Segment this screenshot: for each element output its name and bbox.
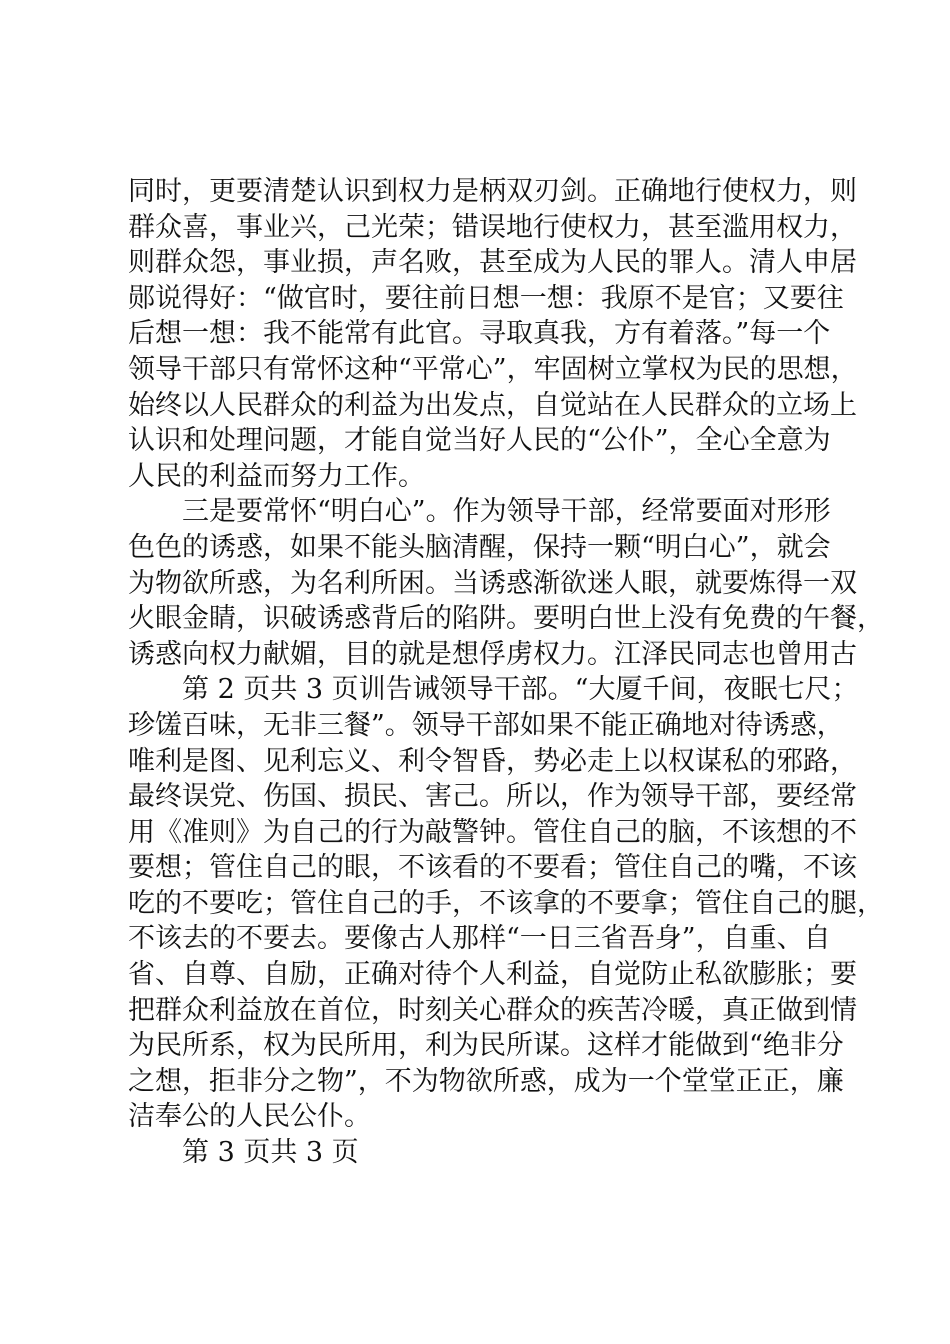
text-line: 同时，更要清楚认识到权力是柄双刃剑。正确地行使权力，则 [128, 176, 857, 207]
text-line: 火眼金睛，识破诱惑背后的陷阱。要明白世上没有免费的午餐， [128, 603, 884, 635]
text-line: 色色的诱惑，如果不能头脑清醒，保持一颗“明白心”，就会 [128, 531, 831, 563]
text-line: 三是要常怀“明白心”。作为领导干部，经常要面对形形 [182, 496, 831, 528]
text-line: 珍馐百味，无非三餐”。领导干部如果不能正确地对待诱惑， [128, 709, 844, 741]
text-line: 为物欲所惑，为名利所困。当诱惑渐欲迷人眼，就要炼得一双 [128, 567, 857, 599]
text-line: 把群众利益放在首位，时刻关心群众的疾苦冷暖，真正做到情 [128, 994, 857, 1026]
text-line: 认识和处理问题，才能自觉当好人民的“公仆”，全心全意为 [128, 425, 831, 457]
text-line: 人民的利益而努力工作。 [128, 460, 425, 492]
text-line: 之想，拒非分之物”，不为物欲所惑，成为一个堂堂正正，廉 [128, 1065, 844, 1097]
text-line: 唯利是图、见利忘义、利令智昏，势必走上以权谋私的邪路， [128, 745, 857, 777]
text-line: 第 2 页共 3 页训告诫领导干部。“大厦千间，夜眠七尺； [182, 674, 859, 706]
text-line: 要想；管住自己的眼，不该看的不要看；管住自己的嘴，不该 [128, 852, 857, 884]
text-line: 洁奉公的人民公仆。 [128, 1101, 371, 1133]
document-body [128, 174, 884, 1171]
text-line: 为民所系，权为民所用，利为民所谋。这样才能做到“绝非分 [128, 1030, 844, 1062]
text-line: 不该去的不要去。要像古人那样“一日三省吾身”，自重、自 [128, 923, 831, 955]
text-line: 省、自尊、自励，正确对待个人利益，自觉防止私欲膨胀；要 [128, 959, 857, 991]
text-line: 吃的不要吃；管住自己的手，不该拿的不要拿；管住自己的腿， [128, 887, 884, 919]
text-line: 诱惑向权力献媚，目的就是想俘虏权力。江泽民同志也曾用古 [128, 638, 857, 670]
text-line: 后想一想：我不能常有此官。寻取真我，方有着落。”每一个 [128, 318, 831, 350]
text-line: 领导干部只有常怀这种“平常心”，牢固树立掌权为民的思想， [128, 353, 858, 385]
text-line: 始终以人民群众的利益为出发点，自觉站在人民群众的立场上 [128, 389, 857, 421]
text-line: 则群众怨，事业损，声名败，甚至成为人民的罪人。清人申居 [128, 247, 857, 279]
text-line: 郧说得好：“做官时，要往前日想一想：我原不是官；又要往 [128, 282, 844, 314]
text-line: 群众喜，事业兴，己光荣；错误地行使权力，甚至滥用权力， [128, 211, 857, 243]
text-line: 最终误党、伤国、损民、害己。所以，作为领导干部，要经常 [128, 781, 857, 813]
text-line: 第 3 页共 3 页 [182, 1137, 359, 1169]
text-line: 用《准则》为自己的行为敲警钟。管住自己的脑，不该想的不 [128, 816, 857, 848]
